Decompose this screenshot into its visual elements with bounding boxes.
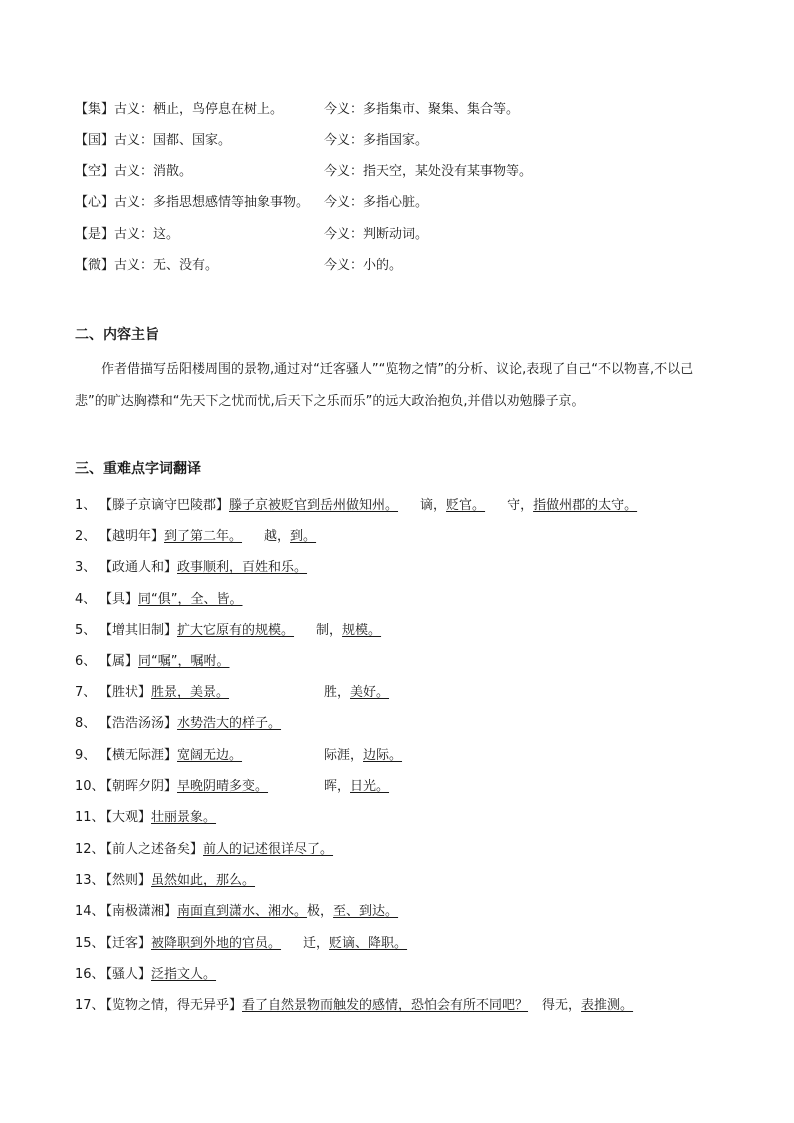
- item-term: 【迁客】: [99, 936, 152, 951]
- ancient-meaning: 古义：国都、国家。: [114, 133, 232, 148]
- item-term: 【属】: [99, 654, 139, 669]
- item-translation: 胜景，美景。: [151, 685, 230, 700]
- gloss-meaning: 日光。: [350, 779, 390, 794]
- item-translation: 被降职到外地的官员。: [151, 936, 282, 951]
- gloss-word: 制，: [316, 623, 343, 638]
- vocab-item: [75, 654, 230, 670]
- item-term: 【政通人和】: [99, 560, 178, 575]
- item-translation: 南面直到潇水、湘水。: [177, 904, 308, 919]
- item-number: 4、: [75, 592, 97, 607]
- modern-meaning: 今义：多指国家。: [324, 133, 429, 148]
- gloss-word: 谪，: [420, 498, 447, 513]
- section-title: 三、重难点字词翻译: [75, 461, 201, 477]
- modern-meaning: 今义：指天空，某处没有某事物等。: [324, 164, 533, 179]
- gloss-word: 得无，: [542, 998, 582, 1013]
- item-term: 【浩浩汤汤】: [99, 716, 178, 731]
- vocab-item: [75, 560, 307, 576]
- ancient-meaning: 古义：栖止，鸟停息在树上。: [114, 102, 284, 117]
- word-row: [75, 195, 309, 211]
- gloss-word: 胜，: [324, 685, 351, 700]
- gloss-meaning: 表推测。: [581, 998, 634, 1013]
- gloss-word: 晖，: [324, 779, 351, 794]
- vocab-item: [75, 779, 268, 795]
- item-term: 【南极潇湘】: [99, 904, 178, 919]
- item-term: 【横无际涯】: [99, 748, 178, 763]
- modern-meaning: 今义：判断动词。: [324, 227, 429, 242]
- gloss-meaning: 到。: [290, 529, 317, 544]
- word-row: [75, 227, 179, 243]
- item-translation: 同“嘱”，嘱咐。: [138, 654, 230, 669]
- item-translation: 虽然如此，那么。: [151, 873, 256, 888]
- summary-text: 作者借描写岳阳楼周围的景物,通过对“迁客骚人”“览物之情”的分析、议论,表现了自己“不以物喜,不以己悲”的旷达胸襟和“先天下之忧而忧,后天下之乐而乐”的远大政治抱负,并借以劝勉滕子京。: [75, 362, 694, 409]
- item-number: 1、: [75, 498, 97, 513]
- gloss-word: 守，: [507, 498, 534, 513]
- word-row: [75, 102, 283, 118]
- gloss-meaning: 贬官。: [446, 498, 486, 513]
- item-number: 14、: [75, 904, 105, 919]
- word-row: [75, 133, 231, 149]
- item-number: 6、: [75, 654, 97, 669]
- gloss-word: 越，: [264, 529, 291, 544]
- vocab-item: [75, 842, 333, 858]
- item-translation: 同“俱”，全、皆。: [138, 592, 243, 607]
- item-term: 【览物之情，得无异乎】: [99, 998, 243, 1013]
- vocab-item: [75, 967, 216, 983]
- gloss-meaning: 指做州郡的太守。: [533, 498, 638, 513]
- item-translation: 早晚阴晴多变。: [177, 779, 269, 794]
- item-number: 16、: [75, 967, 105, 982]
- vocab-item: [75, 748, 242, 764]
- gloss-meaning: 美好。: [350, 685, 390, 700]
- ancient-meaning: 古义：这。: [114, 227, 180, 242]
- gloss-meaning: 至、到达。: [333, 904, 399, 919]
- item-number: 8、: [75, 716, 97, 731]
- vocab-item: [75, 873, 255, 889]
- vocab-item: [75, 810, 216, 826]
- item-translation: 到了第二年。: [164, 529, 243, 544]
- section-title: 二、内容主旨: [75, 327, 159, 343]
- modern-meaning: 今义：小的。: [324, 258, 403, 273]
- modern-meaning: 今义：多指心脏。: [324, 195, 429, 210]
- ancient-meaning: 古义：无、没有。: [114, 258, 219, 273]
- item-number: 3、: [75, 560, 97, 575]
- vocab-item: [75, 936, 407, 952]
- item-term: 【骚人】: [99, 967, 152, 982]
- vocab-item: [75, 716, 281, 732]
- item-translation: 滕子京被贬官到岳州做知州。: [229, 498, 399, 513]
- item-number: 15、: [75, 936, 105, 951]
- item-term: 【朝晖夕阴】: [99, 779, 178, 794]
- item-term: 【越明年】: [99, 529, 165, 544]
- item-number: 5、: [75, 623, 97, 638]
- word-char: 【国】: [75, 133, 115, 148]
- summary-paragraph: [75, 354, 725, 418]
- vocab-item: [75, 623, 381, 639]
- item-translation: 前人的记述很详尽了。: [203, 842, 334, 857]
- word-row: [75, 258, 218, 274]
- word-char: 【心】: [75, 195, 115, 210]
- item-translation: 壮丽景象。: [151, 810, 217, 825]
- item-number: 9、: [75, 748, 97, 763]
- word-char: 【集】: [75, 102, 115, 117]
- word-char: 【是】: [75, 227, 115, 242]
- vocab-item: [75, 498, 637, 514]
- item-translation: 看了自然景物而触发的感情，恐怕会有所不同吧？: [242, 998, 529, 1013]
- item-term: 【然则】: [99, 873, 152, 888]
- item-translation: 政事顺利，百姓和乐。: [177, 560, 308, 575]
- item-translation: 泛指文人。: [151, 967, 217, 982]
- item-term: 【前人之述备矣】: [99, 842, 204, 857]
- vocab-item: [75, 685, 229, 701]
- ancient-meaning: 古义：多指思想感情等抽象事物。: [114, 195, 310, 210]
- gloss-meaning: 边际。: [363, 748, 403, 763]
- vocab-item: [75, 592, 243, 608]
- ancient-meaning: 古义：消散。: [114, 164, 193, 179]
- item-term: 【增其旧制】: [99, 623, 178, 638]
- word-row: [75, 164, 192, 180]
- word-char: 【微】: [75, 258, 115, 273]
- gloss: [324, 748, 402, 764]
- item-translation: 宽阔无边。: [177, 748, 243, 763]
- gloss-word: 迁，: [303, 936, 330, 951]
- item-term: 【具】: [99, 592, 139, 607]
- gloss: [324, 685, 389, 701]
- modern-meaning: 今义：多指集市、聚集、集合等。: [324, 102, 520, 117]
- item-number: 7、: [75, 685, 97, 700]
- item-term: 【大观】: [99, 810, 152, 825]
- gloss-word: 极，: [307, 904, 334, 919]
- item-number: 11、: [75, 810, 105, 825]
- gloss-meaning: 贬谪、降职。: [329, 936, 408, 951]
- vocab-item: [75, 904, 398, 920]
- item-number: 12、: [75, 842, 105, 857]
- item-number: 10、: [75, 779, 105, 794]
- word-char: 【空】: [75, 164, 115, 179]
- gloss: [324, 779, 389, 795]
- item-number: 17、: [75, 998, 105, 1013]
- item-term: 【胜状】: [99, 685, 152, 700]
- item-term: 【滕子京谪守巴陵郡】: [99, 498, 230, 513]
- gloss-meaning: 规模。: [342, 623, 382, 638]
- item-number: 13、: [75, 873, 105, 888]
- vocab-item: [75, 998, 633, 1014]
- vocab-item: [75, 529, 316, 545]
- item-translation: 水势浩大的样子。: [177, 716, 282, 731]
- item-number: 2、: [75, 529, 97, 544]
- gloss-word: 际涯，: [324, 748, 364, 763]
- item-translation: 扩大它原有的规模。: [177, 623, 295, 638]
